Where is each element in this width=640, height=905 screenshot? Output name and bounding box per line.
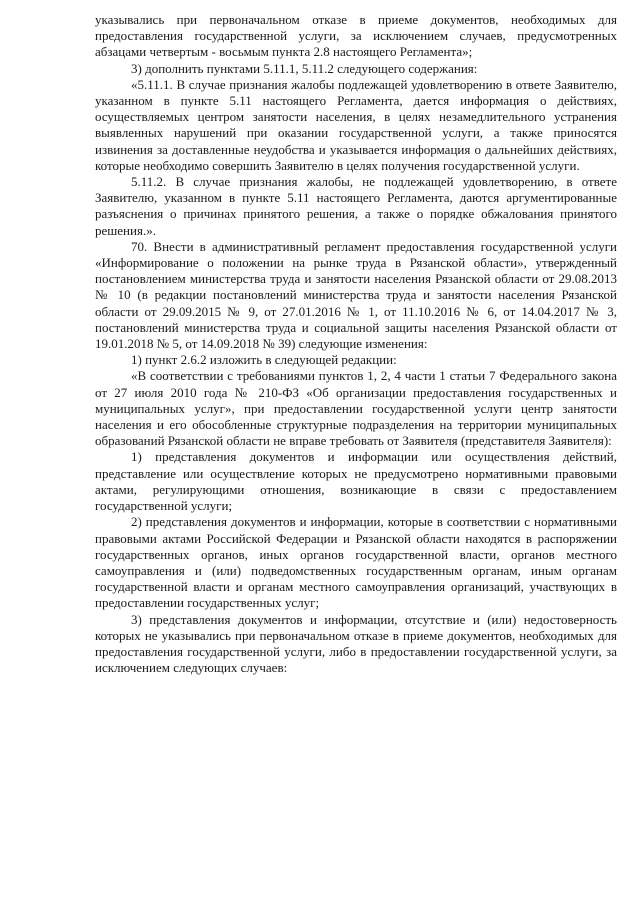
paragraph: 70. Внести в административный регламент предоставления государственной услуги «Информирование о положении на рынке труда в Рязанской области», утвержденный постановлением министерства труда и занятости населения Рязанской области от 29.08.2013 № 10 (в редакции постановлений министерства труда и занятости населения Рязанской области от 29.09.2015 № 9, от 27.01.2016 № 1, от 11.10.2016 № 6, от 14.04.2017 № 3, постановлений министерства труда и социальной защиты населения Рязанской области от 19.01.2018 № 5, от 14.09.2018 № 39) следующие изменения: <box>95 238 617 352</box>
paragraph: 3) представления документов и информации, отсутствие и (или) недостоверность которых не указывались при первоначальном отказе в приеме документов, необходимых для предоставления государственной услуги, либо в предоставлении государственной услуги, за исключением следующих случаев: <box>95 611 617 676</box>
document-body <box>95 12 617 676</box>
paragraph: «В соответствии с требованиями пунктов 1, 2, 4 части 1 статьи 7 Федерального закона от 27 июля 2010 года № 210-ФЗ «Об организации предоставления государственных и муниципальных услуг», при предоставлении государственной услуги центр занятости населения и его обособленные структурные подразделения на территории муниципальных образований Рязанской области не вправе требовать от Заявителя (представителя Заявителя): <box>95 368 617 449</box>
paragraph: 1) пункт 2.6.2 изложить в следующей редакции: <box>131 352 397 368</box>
paragraph: 1) представления документов и информации или осуществления действий, представление или осуществление которых не предусмотрено нормативными правовыми актами, регулирующими отношения, возникающие в связи с предоставлением государственной услуги; <box>95 449 617 514</box>
paragraph: «5.11.1. В случае признания жалобы подлежащей удовлетворению в ответе Заявителю, указанном в пункте 5.11 настоящего Регламента, дается информация о действиях, осуществляемых центром занятости населения, в целях незамедлительного устранения выявленных нарушений при оказании государственной услуги, а также приносятся извинения за доставленные неудобства и указывается информация о дальнейших действиях, которые необходимо совершить Заявителю в целях получения государственной услуги. <box>95 76 617 173</box>
paragraph: 3) дополнить пунктами 5.11.1, 5.11.2 следующего содержания: <box>131 60 478 76</box>
paragraph: 2) представления документов и информации, которые в соответствии с нормативными правовыми актами Российской Федерации и Рязанской области находятся в распоряжении государственных органов, иных органов государственной власти, органов местного самоуправления и (или) подведомственных государственным органам, иным органам государственной власти и органам местного самоуправления организаций, участвующих в предоставлении государственных услуг; <box>95 514 617 611</box>
paragraph: указывались при первоначальном отказе в приеме документов, необходимых для предоставления государственной услуги, за исключением случаев, предусмотренных абзацами четвертым - восьмым пункта 2.8 настоящего Регламента»; <box>95 12 617 60</box>
paragraph: 5.11.2. В случае признания жалобы, не подлежащей удовлетворению, в ответе Заявителю, указанном в пункте 5.11 настоящего Регламента, даются аргументированные разъяснения о причинах принятого решения, а также о порядке обжалования принятого решения.». <box>95 174 617 238</box>
